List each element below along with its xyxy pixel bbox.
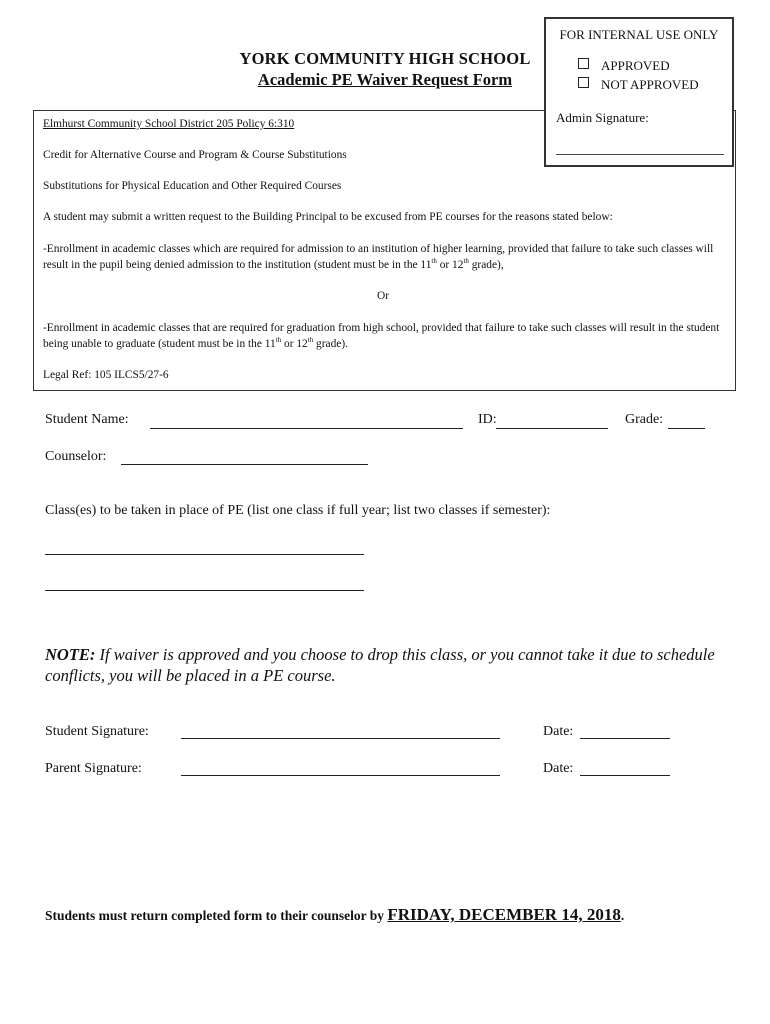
student-date-label: Date: — [543, 724, 574, 739]
id-field[interactable] — [496, 428, 608, 429]
grade-field[interactable] — [668, 428, 705, 429]
approved-checkbox[interactable] — [578, 58, 589, 69]
class-field-1[interactable] — [45, 554, 364, 555]
not-approved-checkbox[interactable] — [578, 77, 589, 88]
school-name: YORK COMMUNITY HIGH SCHOOL — [239, 49, 531, 68]
student-signature-field[interactable] — [181, 738, 500, 739]
deadline-date: FRIDAY, DECEMBER 14, 2018 — [387, 905, 621, 924]
policy-reason-2: -Enrollment in academic classes that are required for graduation from high school, provided that failure to take such classes will result in the student being unable to graduate (student must be in the 11th or 12th grade). — [43, 322, 720, 350]
counselor-field[interactable] — [121, 464, 368, 465]
admin-signature-label: Admin Signature: — [556, 110, 649, 125]
not-approved-option[interactable] — [578, 77, 699, 93]
parent-signature-label: Parent Signature: — [45, 761, 142, 776]
student-signature-label: Student Signature: — [45, 724, 149, 739]
approved-label: APPROVED — [601, 58, 670, 73]
student-date-field[interactable] — [580, 738, 670, 739]
grade-label: Grade: — [625, 412, 664, 427]
counselor-label: Counselor: — [45, 449, 107, 464]
legal-ref: Legal Ref: 105 ILCS5/27-6 — [43, 369, 169, 381]
substitutions-line: Substitutions for Physical Education and Other Required Courses — [43, 180, 342, 192]
approved-option[interactable] — [578, 58, 670, 74]
policy-or: Or — [376, 290, 390, 302]
district-policy: Elmhurst Community School District 205 Policy 6:310 — [43, 118, 295, 130]
id-label: ID: — [478, 412, 497, 427]
waiver-note — [45, 644, 735, 686]
class-field-2[interactable] — [45, 590, 364, 591]
credit-line: Credit for Alternative Course and Program & Course Substitutions — [43, 149, 347, 161]
student-name-field[interactable] — [150, 428, 463, 429]
policy-reason-1: -Enrollment in academic classes which are required for admission to an institution of higher learning, provided that failure to take such classes will result in the pupil being denied admission to the institution (student must be in the 11th or 12th grade), — [43, 243, 714, 271]
not-approved-label: NOT APPROVED — [601, 77, 699, 92]
note-lead: NOTE: — [45, 645, 96, 664]
classes-label: Class(es) to be taken in place of PE (list one class if full year; list two classes if semester): — [45, 503, 551, 518]
return-deadline: Students must return completed form to their counselor by FRIDAY, DECEMBER 14, 2018. — [45, 905, 625, 924]
form-title: Academic PE Waiver Request Form — [257, 70, 513, 89]
internal-use-box — [544, 17, 734, 167]
internal-use-heading: FOR INTERNAL USE ONLY — [559, 27, 719, 42]
student-name-label: Student Name: — [45, 412, 129, 427]
deadline-instruction: Students must return completed form to their counselor by — [45, 908, 388, 923]
admin-signature-line[interactable] — [556, 154, 724, 155]
policy-intro: A student may submit a written request to the Building Principal to be excused from PE courses for the reasons stated below: — [43, 211, 613, 223]
note-text: If waiver is approved and you choose to drop this class, or you cannot take it due to schedule conflicts, you will be placed in a PE course. — [45, 645, 715, 685]
parent-date-field[interactable] — [580, 775, 670, 776]
parent-date-label: Date: — [543, 761, 574, 776]
parent-signature-field[interactable] — [181, 775, 500, 776]
